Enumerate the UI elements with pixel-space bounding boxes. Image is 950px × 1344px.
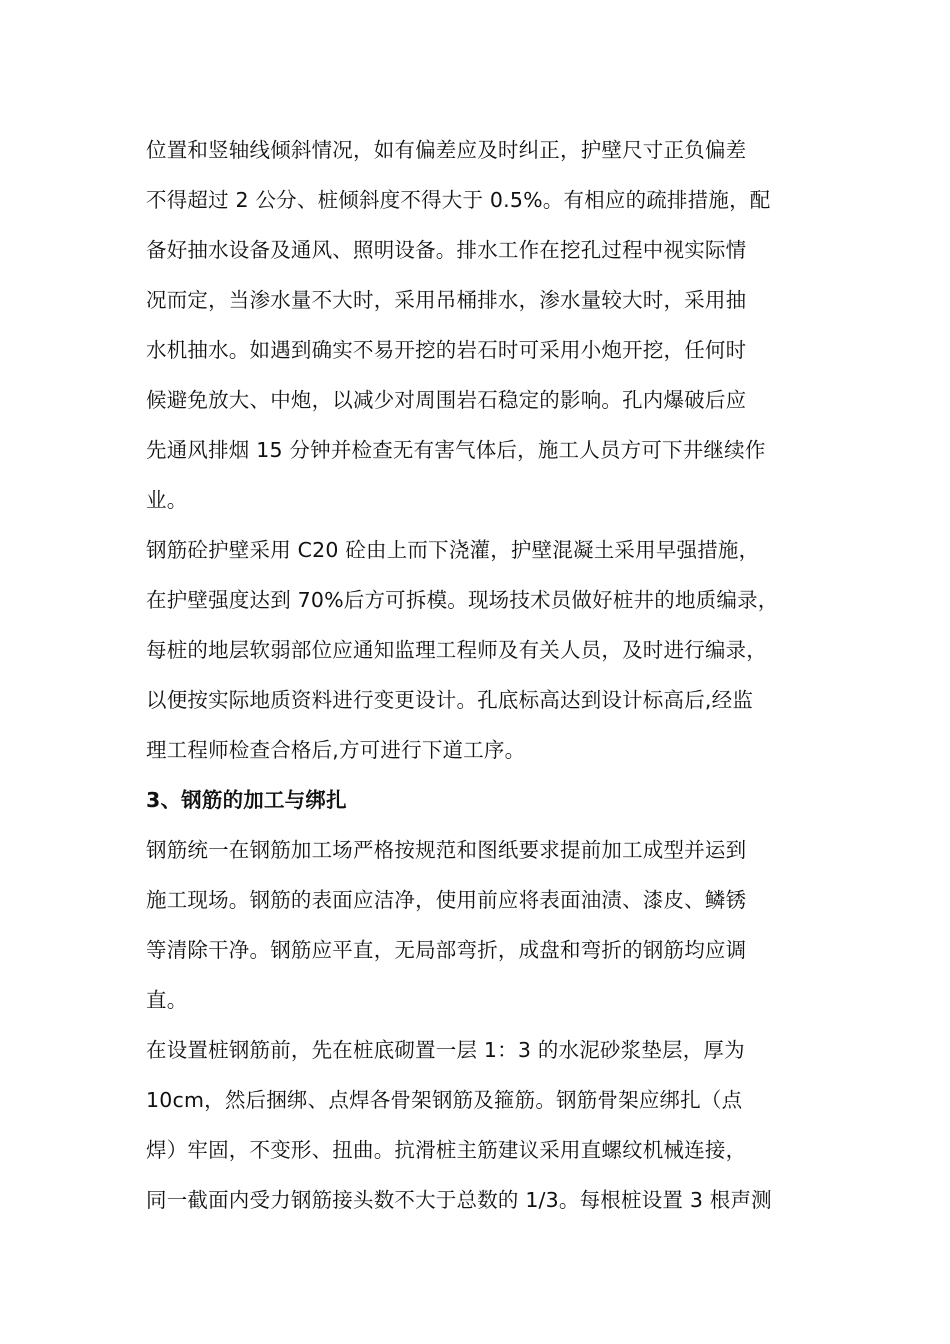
text-line: 水机抽水。如遇到确实不易开挖的岩石时可采用小炮开挖，任何时 — [146, 338, 747, 362]
text-line: 以便按实际地质资料进行变更设计。孔底标高达到设计标高后,经监 — [146, 688, 754, 712]
text-line: 在设置桩钢筋前，先在桩底砌置一层 1：3 的水泥砂浆垫层，厚为 — [146, 1038, 745, 1062]
text-line: 先通风排烟 15 分钟并检查无有害气体后，施工人员方可下井继续作 — [146, 438, 766, 462]
text-line: 不得超过 2 公分、桩倾斜度不得大于 0.5%。有相应的疏排措施，配 — [146, 188, 771, 212]
text-line: 钢筋砼护壁采用 C20 砼由上而下浇灌，护壁混凝土采用早强措施， — [146, 538, 760, 562]
text-line: 理工程师检查合格后,方可进行下道工序。 — [146, 738, 526, 762]
text-line: 直。 — [146, 988, 188, 1012]
text-line: 备好抽水设备及通风、照明设备。排水工作在挖孔过程中视实际情 — [146, 238, 747, 262]
text-line: 位置和竖轴线倾斜情况，如有偏差应及时纠正，护壁尺寸正负偏差 — [146, 138, 747, 162]
text-line: 同一截面内受力钢筋接头数不大于总数的 1/3。每根桩设置 3 根声测 — [146, 1188, 772, 1212]
text-line: 业。 — [146, 488, 188, 512]
text-line: 候避免放大、中炮，以减少对周围岩石稳定的影响。孔内爆破后应 — [146, 388, 747, 412]
text-line: 钢筋统一在钢筋加工场严格按规范和图纸要求提前加工成型并运到 — [146, 838, 747, 862]
section-heading: 3、钢筋的加工与绑扎 — [146, 788, 347, 812]
text-line: 在护壁强度达到 70%后方可拆模。现场技术员做好桩井的地质编录， — [146, 588, 779, 612]
text-line: 10cm，然后捆绑、点焊各骨架钢筋及箍筋。钢筋骨架应绑扎（点 — [146, 1088, 743, 1112]
text-line: 况而定，当渗水量不大时，采用吊桶排水，渗水量较大时，采用抽 — [146, 288, 747, 312]
text-line: 焊）牢固，不变形、扭曲。抗滑桩主筋建议采用直螺纹机械连接， — [146, 1138, 747, 1162]
text-line: 等清除干净。钢筋应平直，无局部弯折，成盘和弯折的钢筋均应调 — [146, 938, 747, 962]
text-line: 每桩的地层软弱部位应通知监理工程师及有关人员，及时进行编录， — [146, 638, 767, 662]
text-line: 施工现场。钢筋的表面应洁净，使用前应将表面油渍、漆皮、鳞锈 — [146, 888, 747, 912]
